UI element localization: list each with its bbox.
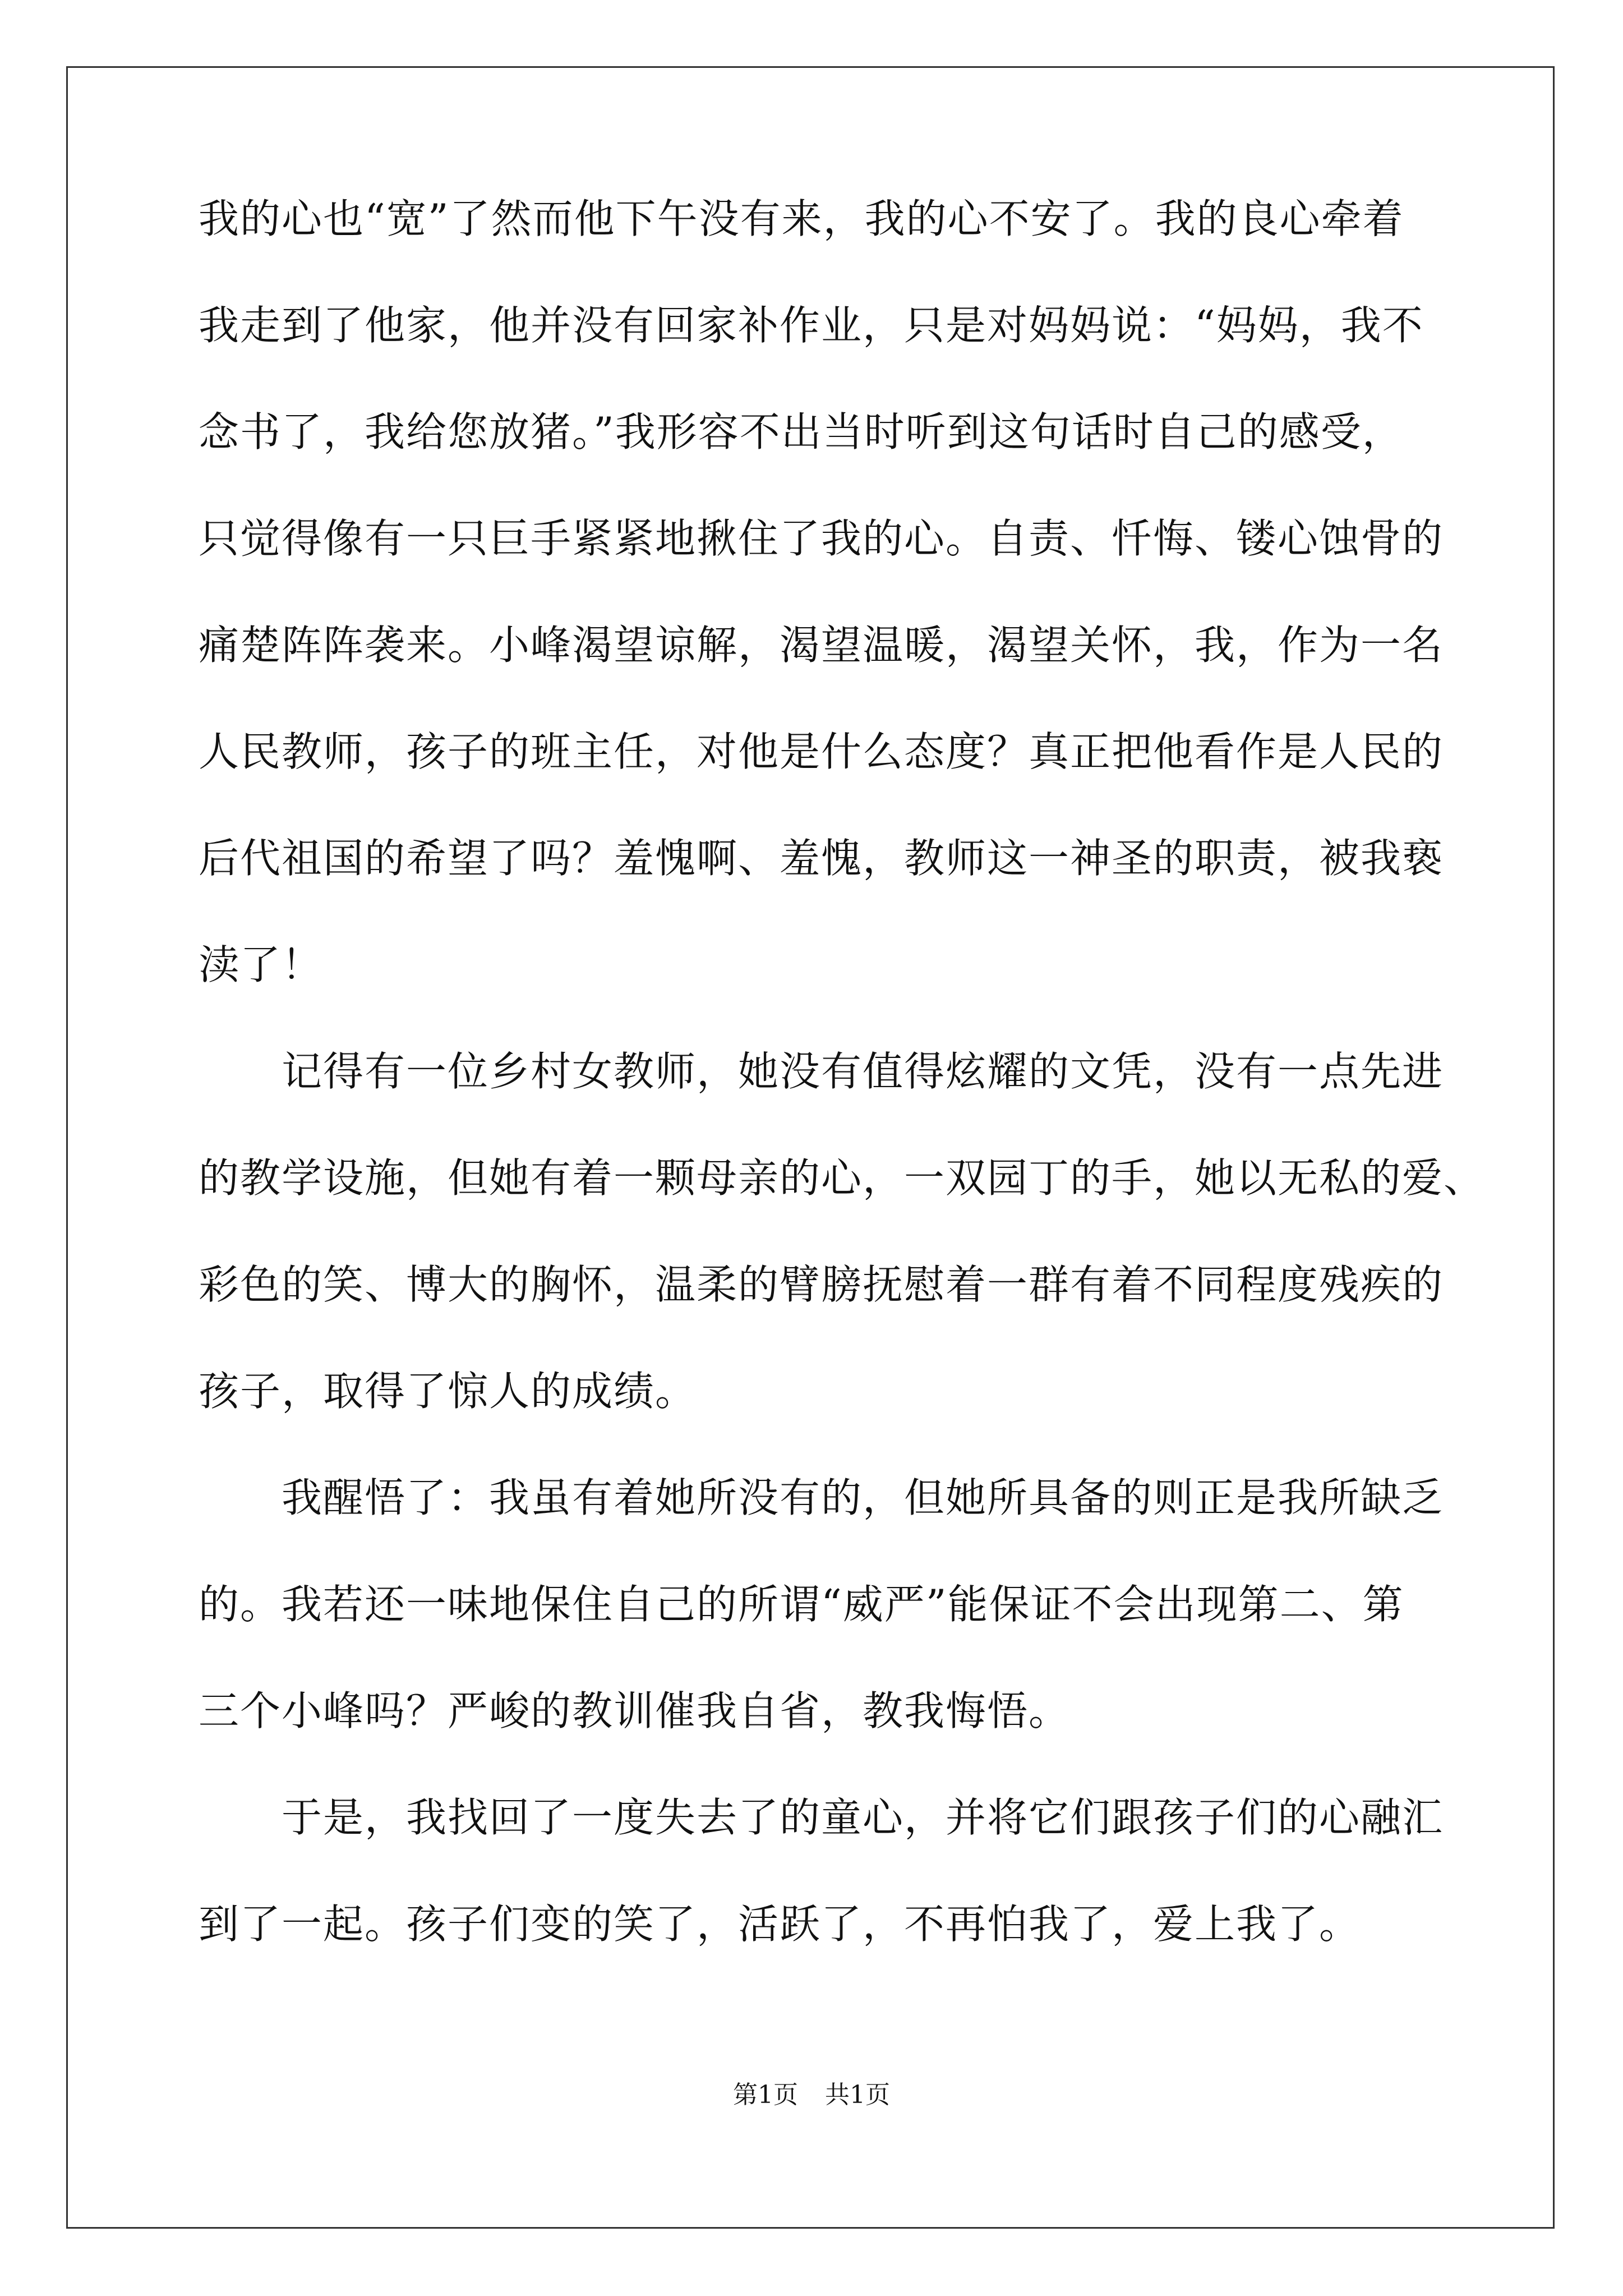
text-line: 的教学设施，但她有着一颗母亲的心，一双园丁的手，她以无私的爱、: [199, 1154, 1486, 1202]
text-line: 念书了，我给您放猪。”我形容不出当时听到这句话时自己的感受，: [199, 408, 1404, 455]
paragraph-first-line: 于是，我找回了一度失去了的童心，并将它们跟孩子们的心融汇: [282, 1794, 1444, 1841]
text-line: 三个小峰吗？严峻的教训催我自省，教我悔悟。: [199, 1687, 1071, 1734]
text-line: 我走到了他家，他并没有回家补作业，只是对妈妈说：“妈妈，我不: [199, 302, 1424, 349]
text-line: 的。我若还一味地保住自己的所谓“威严”能保证不会出现第二、第: [199, 1581, 1404, 1628]
page-total: 共1页: [825, 2081, 890, 2109]
text-line: 我的心也“宽”了然而他下午没有来，我的心不安了。我的良心牵着: [199, 195, 1404, 242]
text-line: 人民教师，孩子的班主任，对他是什么态度？真正把他看作是人民的: [199, 728, 1444, 775]
text-line: 痛楚阵阵袭来。小峰渴望谅解，渴望温暖，渴望关怀，我，作为一名: [199, 622, 1444, 669]
text-line: 后代祖国的希望了吗？羞愧啊、羞愧，教师这一神圣的职责，被我亵: [199, 835, 1444, 882]
text-line: 孩子，取得了惊人的成绩。: [199, 1368, 697, 1415]
paragraph-first-line: 我醒悟了：我虽有着她所没有的，但她所具备的则正是我所缺乏: [282, 1474, 1444, 1521]
text-line: 到了一起。孩子们变的笑了，活跃了，不再怕我了，爱上我了。: [199, 1901, 1361, 1948]
text-line: 彩色的笑、博大的胸怀，温柔的臂膀抚慰着一群有着不同程度残疾的: [199, 1261, 1444, 1308]
paragraph-first-line: 记得有一位乡村女教师，她没有值得炫耀的文凭，没有一点先进: [282, 1048, 1444, 1095]
page-footer: [0, 2078, 1623, 2112]
text-line: 只觉得像有一只巨手紧紧地揪住了我的心。自责、忏悔、镂心蚀骨的: [199, 515, 1444, 562]
page-number: 第1页: [733, 2081, 798, 2109]
text-line: 渎了！: [199, 941, 324, 988]
